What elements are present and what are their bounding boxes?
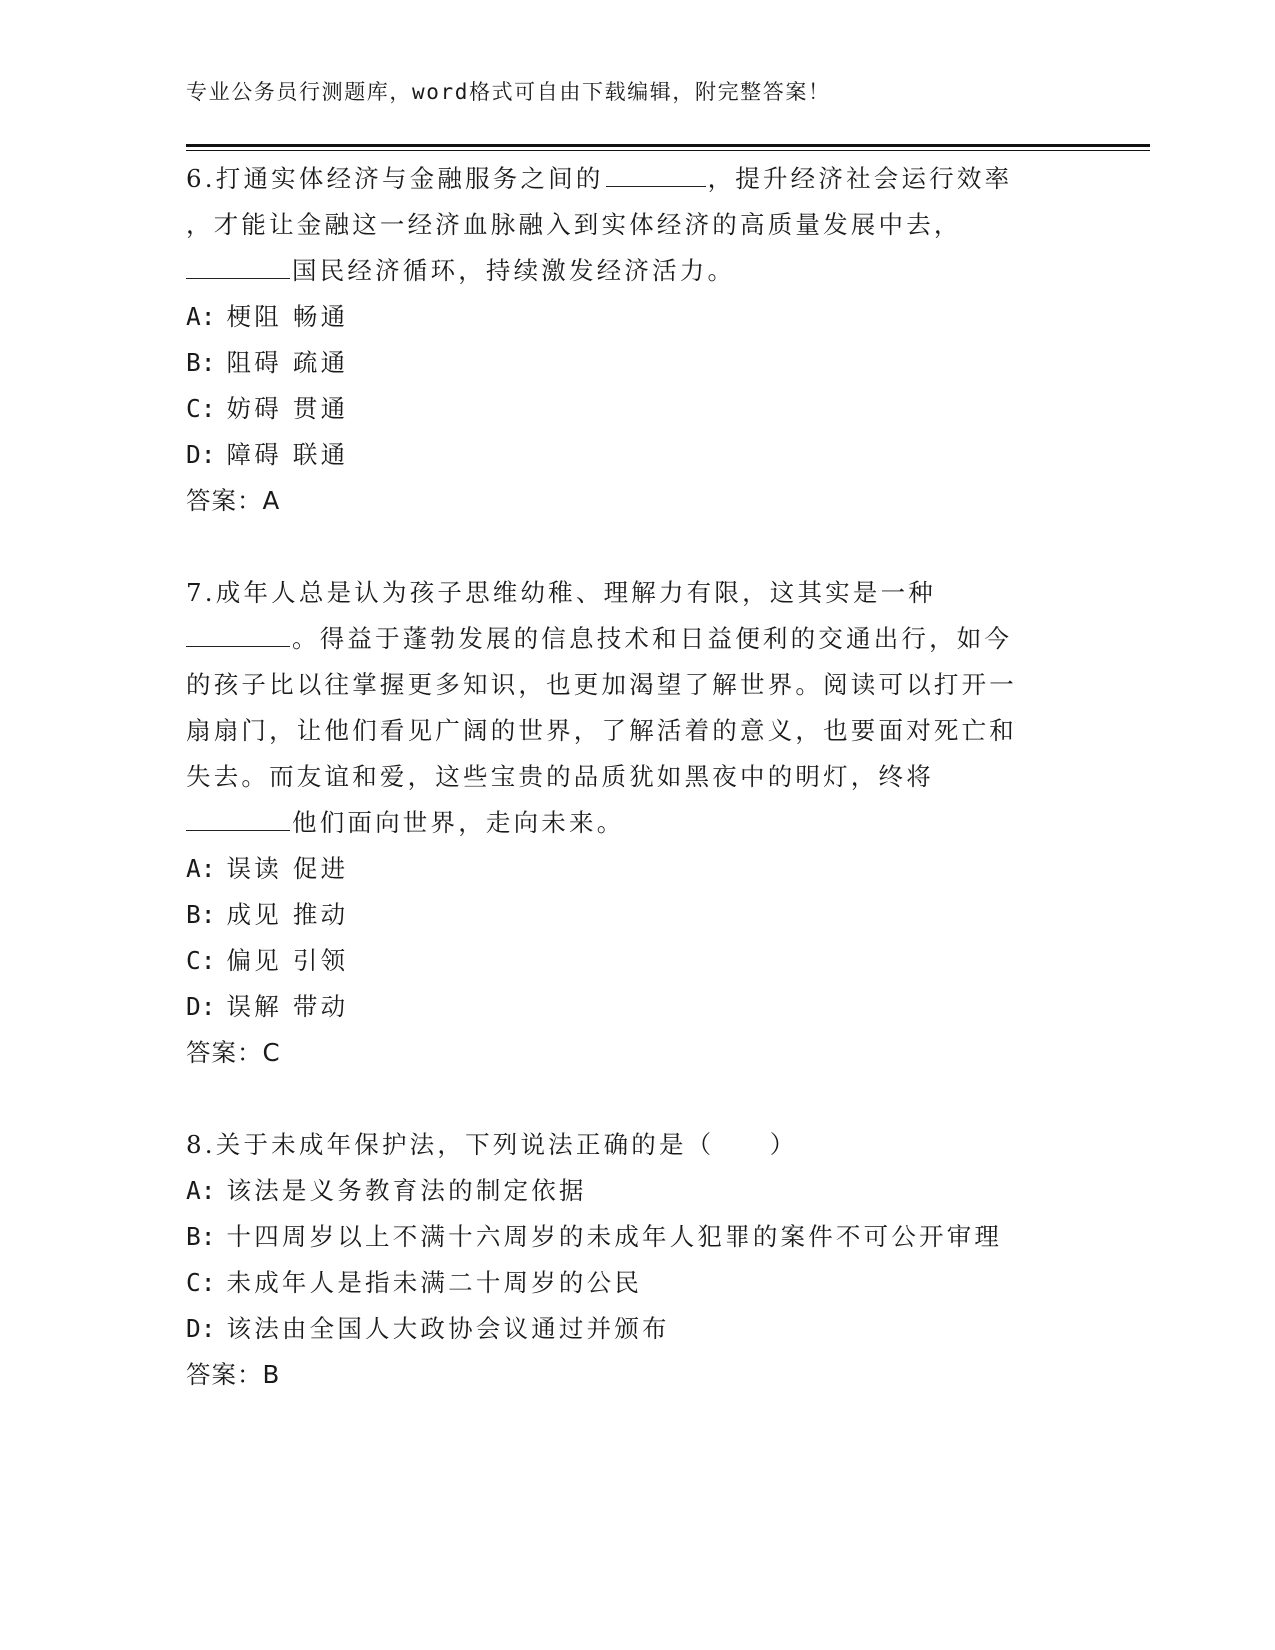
option-d[interactable]	[186, 1306, 1066, 1352]
option-b[interactable]	[186, 892, 1066, 938]
option-text: 未成年人是指未满二十周岁的公民	[226, 1268, 643, 1297]
option-letter: D:	[186, 1314, 216, 1343]
option-text: 妨碍 贯通	[226, 394, 349, 423]
question-line	[186, 800, 1066, 846]
option-letter: B:	[186, 1222, 216, 1251]
question-text: 7.成年人总是认为孩子思维幼稚、理解力有限，这其实是一种	[186, 578, 936, 607]
option-a[interactable]	[186, 846, 1066, 892]
option-d[interactable]	[186, 984, 1066, 1030]
page-header: 专业公务员行测题库，word格式可自由下载编辑，附完整答案！	[186, 80, 831, 104]
fill-blank	[606, 164, 706, 187]
question-text: 失去。而友谊和爱，这些宝贵的品质犹如黑夜中的明灯，终将	[186, 762, 934, 791]
option-text: 阻碍 疏通	[226, 348, 349, 377]
question-6	[186, 156, 1066, 524]
question-7	[186, 570, 1066, 1076]
option-text: 该法是义务教育法的制定依据	[226, 1176, 587, 1205]
question-spacer	[186, 524, 1066, 570]
question-line	[186, 1122, 1066, 1168]
option-c[interactable]	[186, 938, 1066, 984]
option-c[interactable]	[186, 386, 1066, 432]
option-letter: A:	[186, 854, 216, 883]
header-rule-thick	[186, 144, 1150, 147]
option-b[interactable]	[186, 1214, 1066, 1260]
answer-label: 答案：A	[186, 486, 281, 515]
question-text: 的孩子比以往掌握更多知识，也更加渴望了解世界。阅读可以打开一	[186, 670, 1017, 699]
question-text: 他们面向世界，走向未来。	[292, 808, 625, 837]
option-letter: B:	[186, 900, 216, 929]
option-text: 障碍 联通	[226, 440, 349, 469]
option-text: 误解 带动	[226, 992, 349, 1021]
option-a[interactable]	[186, 294, 1066, 340]
question-line	[186, 708, 1066, 754]
question-text: 8.关于未成年保护法，下列说法正确的是（ ）	[186, 1130, 798, 1159]
header-rule-thin	[186, 150, 1150, 151]
option-text: 成见 推动	[226, 900, 349, 929]
question-text: 6.打通实体经济与金融服务之间的	[186, 164, 604, 193]
answer-label: 答案：B	[186, 1360, 281, 1389]
question-line	[186, 248, 1066, 294]
option-letter: D:	[186, 440, 216, 469]
option-letter: A:	[186, 1176, 216, 1205]
answer-label: 答案：C	[186, 1038, 281, 1067]
option-text: 误读 促进	[226, 854, 349, 883]
question-text: 扇扇门，让他们看见广阔的世界，了解活着的意义，也要面对死亡和	[186, 716, 1017, 745]
question-list	[186, 156, 1066, 1398]
option-letter: B:	[186, 348, 216, 377]
question-line	[186, 616, 1066, 662]
question-text: 。得益于蓬勃发展的信息技术和日益便利的交通出行，如今	[292, 624, 1013, 653]
question-line	[186, 662, 1066, 708]
question-8	[186, 1122, 1066, 1398]
question-line	[186, 202, 1066, 248]
question-text: ，提升经济社会运行效率	[707, 164, 1013, 193]
option-d[interactable]	[186, 432, 1066, 478]
option-b[interactable]	[186, 340, 1066, 386]
question-line	[186, 754, 1066, 800]
fill-blank	[186, 808, 290, 831]
option-letter: D:	[186, 992, 216, 1021]
option-letter: C:	[186, 1268, 216, 1297]
option-letter: C:	[186, 394, 216, 423]
option-letter: A:	[186, 302, 216, 331]
option-a[interactable]	[186, 1168, 1066, 1214]
fill-blank	[186, 624, 290, 647]
option-text: 偏见 引领	[226, 946, 349, 975]
option-text: 十四周岁以上不满十六周岁的未成年人犯罪的案件不可公开审理	[226, 1222, 1003, 1251]
question-line	[186, 570, 1066, 616]
option-letter: C:	[186, 946, 216, 975]
option-text: 梗阻 畅通	[226, 302, 349, 331]
question-spacer	[186, 1076, 1066, 1122]
option-text: 该法由全国人大政协会议通过并颁布	[226, 1314, 670, 1343]
option-c[interactable]	[186, 1260, 1066, 1306]
question-text: ，才能让金融这一经济血脉融入到实体经济的高质量发展中去，	[186, 210, 962, 239]
question-text: 国民经济循环，持续激发经济活力。	[292, 256, 736, 285]
fill-blank	[186, 256, 290, 279]
question-line	[186, 156, 1066, 202]
